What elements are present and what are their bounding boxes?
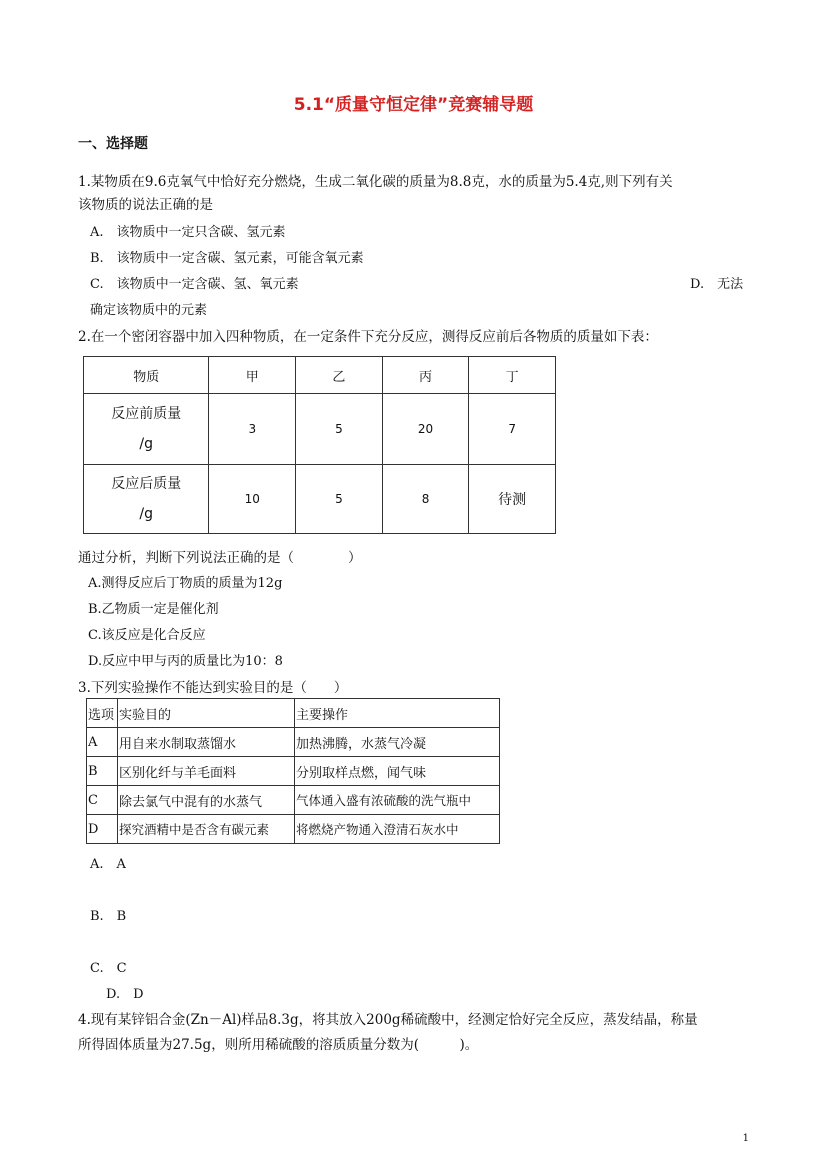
q1-option-d-tail: 确定该物质中的元素 <box>90 303 208 318</box>
table-header-row <box>84 357 556 394</box>
table-cell: 气体通入盛有浓硫酸的洗气瓶中 <box>295 786 500 815</box>
table-cell: 探究酒精中是否含有碳元素 <box>118 815 295 844</box>
table-cell: C <box>87 786 118 815</box>
table-cell: 5 <box>296 465 383 534</box>
q1-option-d-head: D. 无法 <box>690 277 744 292</box>
table-cell: D <box>87 815 118 844</box>
q3-stem: 3.下列实验操作不能达到实验目的是（ ） <box>78 680 348 696</box>
table-cell: 除去氯气中混有的水蒸气 <box>118 786 295 815</box>
table-header-cell: 乙 <box>296 357 383 394</box>
q2-option-c: C.该反应是化合反应 <box>88 628 206 643</box>
q3-option-b: B. B <box>90 909 127 924</box>
table-cell: A <box>87 728 118 757</box>
table-cell: 区别化纤与羊毛面料 <box>118 757 295 786</box>
q3-experiment-table <box>86 698 500 844</box>
table-header-cell: 实验目的 <box>118 699 295 728</box>
table-cell: 5 <box>296 394 383 465</box>
table-row <box>87 786 500 815</box>
row-label-cell <box>84 465 209 534</box>
row-unit: /g <box>139 506 154 522</box>
table-header-cell: 甲 <box>209 357 296 394</box>
table-header-cell: 主要操作 <box>295 699 500 728</box>
q1-option-c: C. 该物质中一定含碳、氢、氧元素 <box>90 277 299 292</box>
q4-stem-line1: 4.现有某锌铝合金(Zn－Al)样品8.3g，将其放入200g稀硫酸中，经测定恰好完全反应，蒸发结晶，称量 <box>78 1012 698 1028</box>
page-title: 5.1“质量守恒定律”竞赛辅导题 <box>293 95 534 115</box>
q2-option-d: D.反应中甲与丙的质量比为10：8 <box>88 654 283 669</box>
row-label-cell <box>84 394 209 465</box>
q3-option-d: D. D <box>106 987 144 1002</box>
row-unit: /g <box>139 436 154 452</box>
table-row <box>84 394 556 465</box>
table-row <box>84 465 556 534</box>
q3-option-a: A. A <box>90 857 126 872</box>
table-cell: 加热沸腾，水蒸气冷凝 <box>295 728 500 757</box>
table-cell: 7 <box>469 394 556 465</box>
table-cell: 待测 <box>469 465 556 534</box>
q2-option-b: B.乙物质一定是催化剂 <box>88 602 219 617</box>
q1-option-b: B. 该物质中一定含碳、氢元素，可能含氧元素 <box>90 251 364 266</box>
q1-stem-line2: 该物质的说法正确的是 <box>78 197 213 213</box>
table-header-cell: 物质 <box>84 357 209 394</box>
table-header-row <box>87 699 500 728</box>
q2-mass-table <box>83 356 556 534</box>
table-cell: 8 <box>382 465 469 534</box>
q2-stem: 2.在一个密闭容器中加入四种物质，在一定条件下充分反应，测得反应前后各物质的质量如下表： <box>78 329 658 345</box>
table-cell: 用自来水制取蒸馏水 <box>118 728 295 757</box>
table-cell: 将燃烧产物通入澄清石灰水中 <box>295 815 500 844</box>
table-header-cell: 选项 <box>87 699 118 728</box>
q1-option-a: A. 该物质中一定只含碳、氢元素 <box>90 225 286 240</box>
table-header-cell: 丙 <box>382 357 469 394</box>
table-row <box>87 815 500 844</box>
row-label: 反应前质量 <box>111 406 182 422</box>
table-row <box>87 757 500 786</box>
table-row <box>87 728 500 757</box>
page-number: 1 <box>742 1133 749 1144</box>
table-cell: 20 <box>382 394 469 465</box>
table-cell: B <box>87 757 118 786</box>
table-cell: 3 <box>209 394 296 465</box>
table-cell: 分别取样点燃，闻气味 <box>295 757 500 786</box>
q2-option-a: A.测得反应后丁物质的质量为12g <box>88 576 283 591</box>
table-cell: 10 <box>209 465 296 534</box>
q3-option-c: C. C <box>90 961 127 976</box>
q2-question: 通过分析，判断下列说法正确的是（ ） <box>78 550 362 566</box>
table-header-cell: 丁 <box>469 357 556 394</box>
q4-stem-line2: 所得固体质量为27.5g，则所用稀硫酸的溶质质量分数为( )。 <box>78 1037 479 1053</box>
q1-stem-line1: 1.某物质在9.6克氧气中恰好充分燃烧，生成二氧化碳的质量为8.8克，水的质量为5.4克,则下列有关 <box>78 174 673 190</box>
section-heading: 一、选择题 <box>78 136 148 152</box>
row-label: 反应后质量 <box>111 476 182 492</box>
